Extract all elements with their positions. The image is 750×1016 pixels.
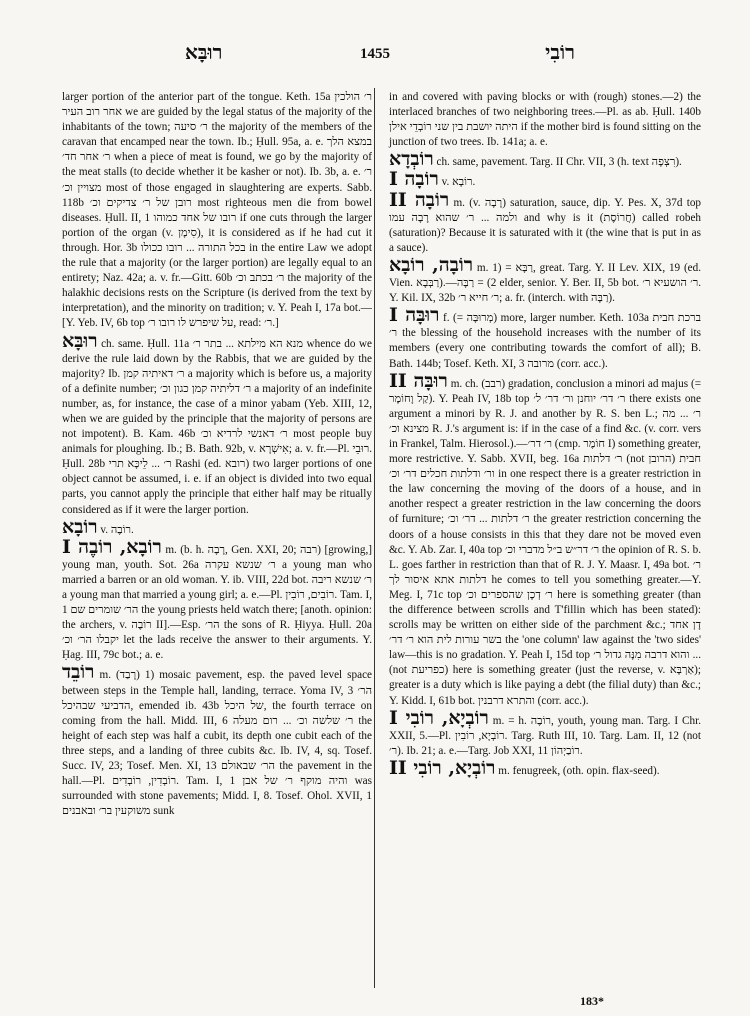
dictionary-entry: [389, 369, 702, 709]
signature-mark: 183*: [580, 994, 604, 1008]
header-left-word: רוּבָּא: [185, 42, 223, 64]
entry-text: f. (= מְרוּבָּה) more, larger number. Keth. 103a ברכת חבית ר׳ the blessing of the household increases with the number of its members (every one contributing towards the comfort of all); B. Bath. 144b; Tosef. Keth. XI, 3 מרובה (corr. acc.).: [389, 312, 701, 370]
dictionary-entry: [62, 90, 372, 332]
dictionary-entry: [389, 253, 702, 306]
entry-headword: רוֹבָה, רוֹבָא: [389, 253, 474, 276]
entry-headword: רוֹבָא, רוֹבֶה I: [62, 535, 162, 558]
entry-headword: רוֹבְיָא, רוֹבִי I: [389, 706, 489, 729]
entry-headword: רוּבָּה II: [389, 369, 448, 392]
page-number: 1455: [360, 46, 390, 62]
entry-text: m. 1) = רַבָּא, great. Targ. Y. II Lev. XIX, 19 (ed. Vien. רַבְּבָא).—2) = רַבָּה elder, senior. Y. Ber. II, 5b bot. ר׳ הושעיא ר׳. Y. Kil. IX, 32b ר׳ חייא ר׳; a. fr. (interch. with רַבָּה).: [389, 261, 702, 305]
entry-text: m. (b. h. רָבָה, Gen. XXI, 20; רבה) [growing,] young man, youth. Sot. 26a ר׳ שנשא עקרה a young man who married a barren or an old woman. Y. ib. VIII, 22d bot. ר׳ שנשא ריבה a young man that married a young girl; a. e.—Pl. רוֹבִים, רוֹבִין. Tam. I, 1 הר׳ שומרים שם the young priests held watch there; [anoth. opinion: the archers, v. רוֹבֶה II].—Esp. הר׳ the sons of R. Ḥiyya. Ḥull. 20a יקבלו הר׳ וכ׳ let the lads receive the answer to their arguments. Y. Ḥag. III, 79c bot.; a. e.: [62, 543, 373, 662]
column-divider: [374, 88, 375, 988]
dictionary-entry: [389, 304, 701, 371]
entry-headword: רוֹבָה I: [389, 168, 439, 191]
entry-text: v. רוֹבָא.: [441, 176, 476, 189]
page-header: [60, 42, 690, 72]
right-column: [389, 90, 701, 781]
entry-headword: רוּבָּא: [62, 329, 98, 352]
entry-text: in and covered with paving blocks or with (rough) stones.—2) the interlaced branches of two neighboring trees.—Pl. as ab. Ḥull. 140b היתה יושבת בין שני רוֹבְדֵי אילן if the mother bird is found sitting on the junction of two trees. Ib. 141a; a. e.: [389, 91, 701, 149]
entry-text: m. = h. רוֹבֶה, youth, young man. Targ. I Chr. XXII, 5.—Pl. רוֹבְיָא, רוֹבִין. Targ. Ruth III, 10. Targ. Lam. II, 12 (not ר׳). Ib. 21; a. e.—Targ. Job XXI, 11 רוֹבַיְהוֹן.: [389, 714, 701, 757]
dictionary-entry: [62, 535, 373, 664]
entry-text: m. (רָבַד) 1) mosaic pavement, esp. the paved level space between steps in the Temple hall, landing, terrace. Yoma IV, 3 הר׳ הדביעי שבהיכל, emended ib. 43b של היכל, the fourth terrace on coming from the hall. Midd. III, 6 ר׳ שלשה וכ׳ ... רום מעלה the height of each step was half a cubit, its depth one cubit each of the three steps, and a landing of three cubits &c. Ib. IV, 4, sq. Tosef. Succ. IV, 23; Tosef. Men. XI, 13 הר׳ שבאולם the pavement in the hall.—Pl. רוֹבְדִין, רוֹבְדִים. Tam. I, 1 והיה מוקף ר׳ של אבן was surrounded with stone pavements; Midd. I, 8. Tosef. Ohol. XVII, 1 משוקעין בר׳ ובאבנים sunk: [62, 669, 373, 818]
left-column: [62, 90, 372, 821]
entry-text: m. (v. רָבָה) saturation, sauce, dip. Y. Pes. X, 37d top ולמה ... ר׳ שהוא רָבָה עמו and why is it (חֲרוֹסֶת) called robeh (saturation)? Because it is saturated with it (the wine that is put in as a sauce).: [389, 196, 702, 254]
entry-headword: רוּבָּה I: [389, 304, 440, 327]
entry-text: ch. same. Ḥull. 11a מנא הא מילתא ... בתר ר׳ whence do we derive the rule laid down by the Rabbis, that we are guided by the majority? Ib. ר׳ דאיתיה קמן a majority which is before us, a majority of a definite number; ר׳ דליתיה קמן כגון וכ׳ a majority of an indefinite number, as, for instance, the case of a minor yabam (Yeb. XIII, 12, when we are guided by the principle that the majority of persons are not impotent). B. Kam. 46b ר׳ דאנשי לרדיא וכ׳ most people buy animals for ploughing. Ib.; B. Bath. 92b, v. אִישְׁרָא; a. v. fr.—Pl. רוּבֵי. Ḥull. 28b ר׳ ... לֵיכָּא תרי Rashi (ed. רובא) two larger portions of one object cannot be assumed, i. e. if an object is divided into two equal parts, you cannot apply the principle that either half may be ritually considered as if it were the larger portion.: [62, 337, 372, 516]
entry-headword: רוֹבְדָא: [389, 148, 434, 171]
entry-text: m. fenugreek, (oth. opin. flax-seed).: [498, 764, 660, 777]
entry-headword: רוֹבָה II: [389, 188, 450, 211]
dictionary-entry: [389, 90, 701, 150]
entry-headword: רוֹבֵד: [62, 661, 95, 684]
dictionary-entry: [389, 188, 702, 256]
dictionary-entry: [62, 329, 372, 518]
entry-text: larger portion of the anterior part of the tongue. Keth. 15a ר׳ הולכין אחר רוב העיר we are guided by the legal status of the majority of the inhabitants of the town; ר׳ סיעה the majority of the members of the caravan that encamped near the town. Ib.; Ḥull. 95a, a. e. במצא הלך ר׳ אחר חד׳ when a piece of meat is found, we go by the majority of the meat stalls (to decide whether it be kasher or not). Ib. 3b, a. e. ר׳ מצויין וכ׳ most of those engaged in slaughtering are experts. Sabb. 118b רובן של ר׳ צדיקים וכ׳ most righteous men die from bowel diseases. Ḥull. II, 1 רובו של אחד כמוהו if one cuts through the larger portion of the organ (v. סִימָן), it is considered as if he had cut it through. Hor. 3b בכל התורה ... רובו ככולו in the entire Law we adopt the rule that a majority (or the larger portion) are legally equal to an entirety; Naz. 42a; a. v. fr.—Gitt. 60b ר׳ בכתב וכ׳ the majority of the halakhic decisions rests on the Scripture (is derived from the text by interpretation), and the minority on tradition; v. Y. Peah I, 17a bot.—[Y. Yeb. IV, 6b top על שיפרש לו רובו ר׳, read: ר׳.]: [62, 91, 373, 330]
header-right-word: רוֹבִי: [545, 42, 575, 64]
entry-text: m. ch. (רבב) gradation, conclusion a minori ad majus (= קַל וָחוֹמֶר). Y. Peah IV, 18b top ר׳ דר׳ יוחנן ור׳ דר׳ ל׳ there exists one argument a minori by R. J. and another by R. S. ben L.; ר׳ ... מה מצינא וכ׳ R. J.'s argument is: if in the case of a find &c. (v. corr. vers in Frankel, Talm. Hierosol.).—ר׳ דר׳ (cmp. חוֹמֶר I) something greater, more restrictive. Y. Sabb. XVII, beg. 16a ר׳ דלתות (not הרובן) חבית ור׳ ודלתות חכלים דר׳ וכ׳ in one respect there is a greater restriction in the law concerning the moving of the doors of a house, and in another respect a greater restriction in the law concerning the doors of furniture; ר׳ דלתות ... דר׳ וכ׳ the greater restriction concerning the doors of a house consists in this that they dare not be moved even &c. Y. Ab. Zar. I, 40a top ר׳ דר״ש ב״ל מדברי וכ׳ the opinion of R. S. b. L. goes farther in restriction than that of R. J. Y. Maasr. I, 49a bot. ר׳ דלתות אתא איסור לך he comes to tell you something greater.—Y. Meg. I, 71c top ר׳ דְכָן שהספרים וכ׳ here is something greater (than the difference between scrolls and T'fillin which has been stated): scrolls may be written on either side of the parchment &c.; דָן אחד בשר עורות לית הוא ר׳ דר׳ the 'one column' law against the 'two sides' law—this is no gradation. Y. Peah I, 15d top והוא דרבה מִנָּה גדול ר׳ ... (not כפריעת) here is something greater (just the reverse, v. אַרְבָּא); greater is a duty which is like paying a debt (the filial duty) than &c.; Y. Kidd. I, 61b bot. והתרא דרבנין (corr. acc.).: [389, 377, 702, 707]
entry-text: v. רוֹבֶה.: [100, 523, 134, 536]
dictionary-entry: [389, 756, 701, 779]
entry-headword: רוֹבָא: [62, 515, 98, 538]
dictionary-entry: [62, 661, 373, 819]
entry-headword: רוֹבְיָא, רוֹבִי II: [389, 756, 496, 779]
entry-text: ch. same, pavement. Targ. II Chr. VII, 3 (h. text רִצְפָה).: [436, 156, 682, 169]
dictionary-entry: [389, 706, 701, 759]
